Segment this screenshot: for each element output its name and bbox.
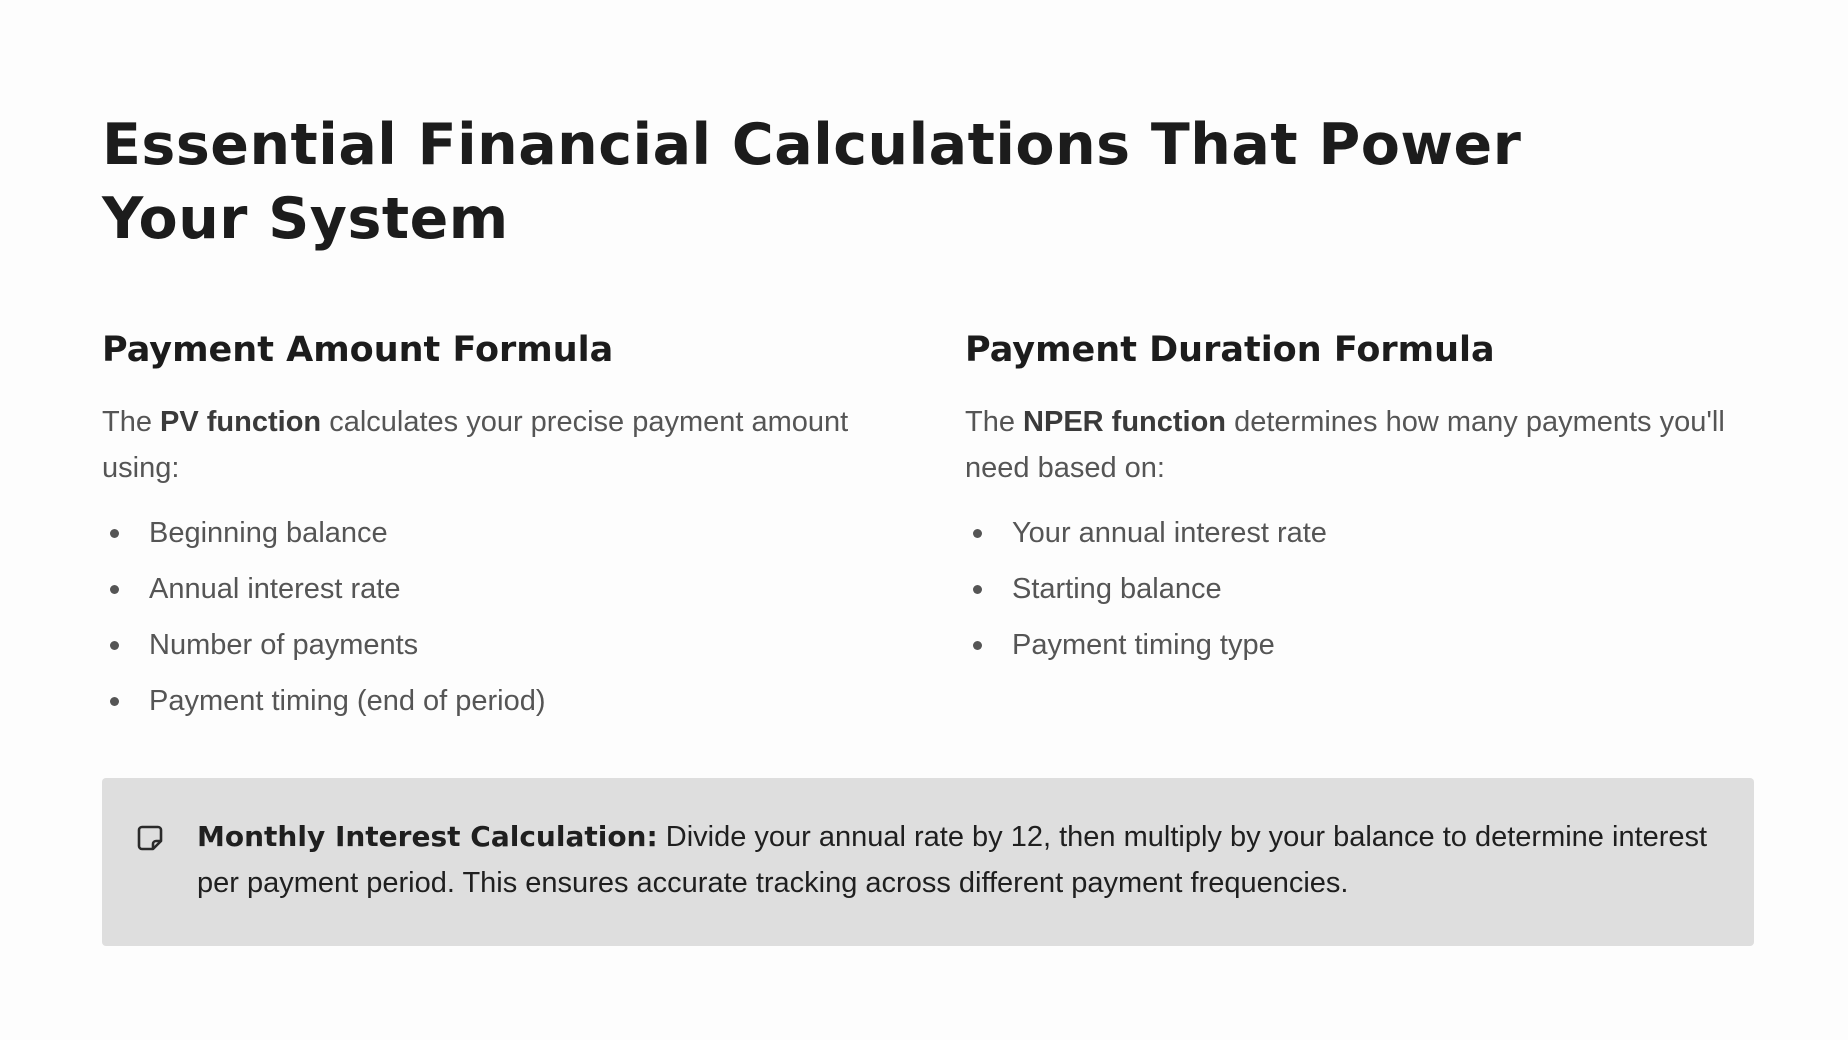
list-item: [965, 569, 1725, 609]
list-item-text: Number of payments: [149, 629, 419, 661]
bullet-icon: [110, 697, 119, 706]
list-item: [965, 625, 1725, 665]
list-item-text: Starting balance: [1012, 573, 1222, 605]
payment-amount-list: [102, 513, 862, 721]
bullet-icon: [110, 529, 119, 538]
monthly-interest-callout: [102, 778, 1754, 946]
callout-text: [197, 814, 1717, 906]
list-item: [965, 513, 1725, 553]
payment-duration-intro: [965, 399, 1725, 491]
bullet-icon: [973, 529, 982, 538]
payment-duration-heading: Payment Duration Formula: [965, 330, 1495, 370]
list-item-text: Payment timing type: [1012, 629, 1275, 661]
payment-amount-section: [102, 325, 862, 737]
bullet-icon: [973, 641, 982, 650]
callout-body: Divide your annual rate by 12, then multiply by your balance to determine interest per payment period. This ensures accurate tracking across different payment frequencies.: [197, 821, 1708, 899]
page-title: Essential Financial Calculations That Power Your System: [102, 112, 1522, 252]
bullet-icon: [110, 641, 119, 650]
bullet-icon: [973, 585, 982, 594]
list-item-text: Payment timing (end of period): [149, 685, 546, 717]
pv-function-term: PV function: [160, 406, 322, 438]
payment-duration-section: [965, 325, 1725, 681]
payment-amount-intro: [102, 399, 862, 491]
list-item: [102, 513, 862, 553]
list-item: [102, 681, 862, 721]
list-item-text: Your annual interest rate: [1012, 517, 1327, 549]
list-item-text: Beginning balance: [149, 517, 388, 549]
intro-suffix: determines how many payments you'll need based on:: [965, 406, 1725, 484]
intro-prefix: The: [102, 406, 161, 438]
list-item: [102, 625, 862, 665]
list-item: [102, 569, 862, 609]
payment-amount-heading: Payment Amount Formula: [102, 330, 614, 370]
intro-suffix: calculates your precise payment amount using:: [102, 406, 849, 484]
callout-label: Monthly Interest Calculation:: [197, 820, 658, 853]
nper-function-term: NPER function: [1023, 406, 1227, 438]
payment-duration-list: [965, 513, 1725, 665]
intro-prefix: The: [965, 406, 1024, 438]
note-icon: [136, 824, 164, 852]
bullet-icon: [110, 585, 119, 594]
list-item-text: Annual interest rate: [149, 573, 401, 605]
